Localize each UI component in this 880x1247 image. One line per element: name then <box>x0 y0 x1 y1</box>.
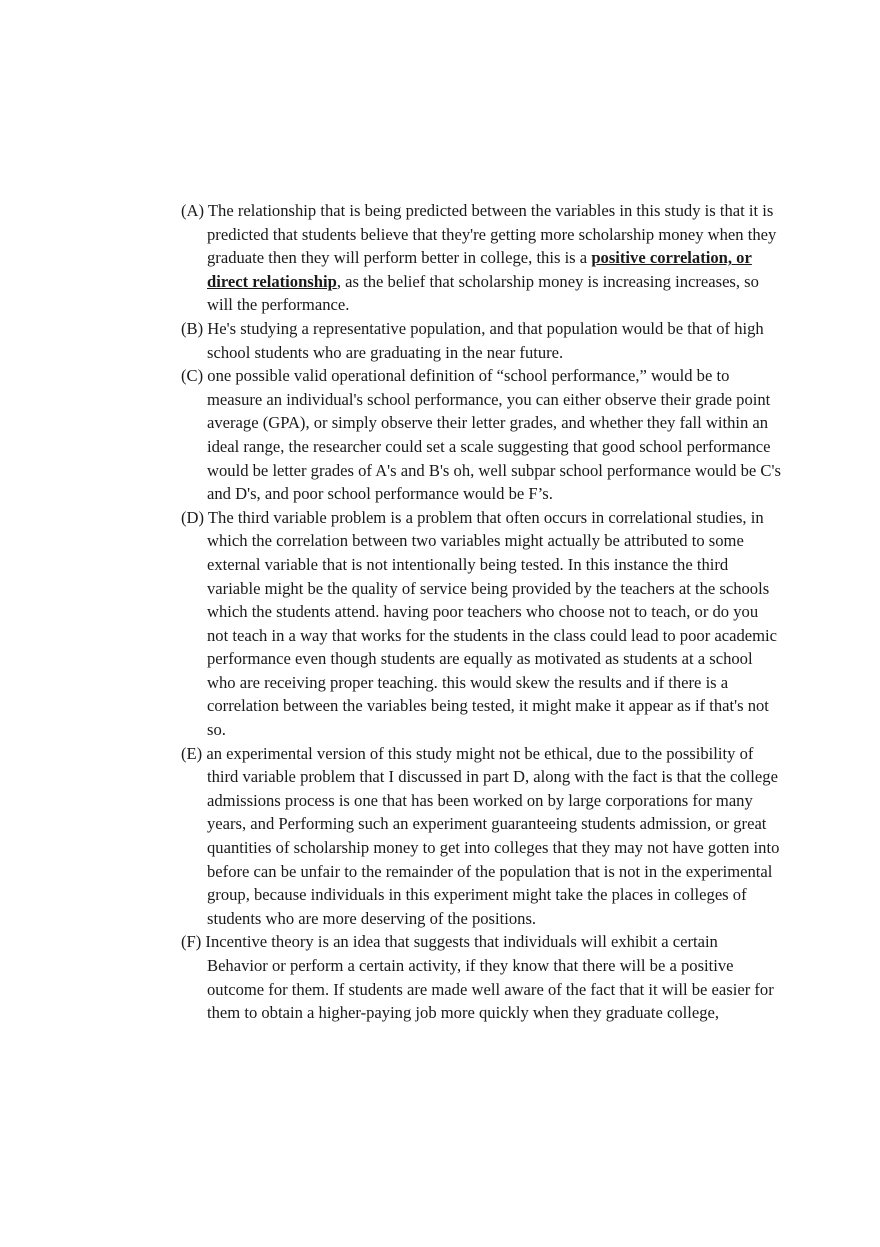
answer-text: The relationship that is being predicted between the variables in this study is that it is predicted that students believe that they're getting more scholarship money when they graduate then they will perform better in college, this is a <box>204 201 777 268</box>
answer-marker: (C) <box>181 366 204 386</box>
answer-marker: (E) <box>181 743 203 763</box>
answer-text: The third variable problem is a problem that often occurs in correlational studies, in which the correlation between two variables might actually be attributed to some external variable that is not intentionally being tested. In this instance the third variable might be the quality of service being provided by the teachers at the schools which the students attend. having poor teachers who choose not to teach, or do you not teach in a way that works for the students in the class could lead to poor academic performance even though students are equally as motivated as students at a school who are receiving proper teaching. this would skew the results and if there is a correlation between the variables being tested, it might make it appear as if that's not so. <box>204 507 778 740</box>
emphasized-term: positive correlation, or direct relationship <box>207 248 752 291</box>
answer-text: , as the belief that scholarship money is increasing increases, so will the performance. <box>207 271 759 315</box>
answer-marker: (F) <box>181 932 202 952</box>
answer-f <box>181 930 781 1024</box>
answer-a <box>181 199 781 317</box>
answer-e <box>181 742 781 931</box>
answer-marker: (B) <box>181 318 204 338</box>
answer-d <box>181 506 781 742</box>
answer-b <box>181 317 781 364</box>
answer-text: an experimental version of this study might not be ethical, due to the possibility of third variable problem that I discussed in part D, along with the fact is that the college admissions process is one that has been worked on by large corporations for many years, and Performing such an experiment guaranteeing students admission, or great quantities of scholarship money to get into colleges that they may not have gotten into before can be unfair to the remainder of the population that is not in the experimental group, because individuals in this experiment might take the places in colleges of students who are more deserving of the positions. <box>202 743 780 928</box>
answer-text: He's studying a representative population, and that population would be that of high school students who are graduating in the near future. <box>203 318 764 362</box>
answer-list <box>181 199 781 1025</box>
answer-text: Incentive theory is an idea that suggests that individuals will exhibit a certain Behavior or perform a certain activity, if they know that there will be a positive outcome for them. If students are made well aware of the fact that it will be easier for them to obtain a higher-paying job more quickly when they graduate college, <box>201 932 774 1023</box>
answer-marker: (D) <box>181 507 205 527</box>
answer-c <box>181 364 781 506</box>
answer-text: one possible valid operational definition of “school performance,” would be to measure an individual's school performance, you can either observe their grade point average (GPA), or simply observe their letter grades, and whether they fall within an ideal range, the researcher could set a scale suggesting that good school performance would be letter grades of A's and B's oh, well subpar school performance would be C's and D's, and poor school performance would be F’s. <box>203 366 781 504</box>
answer-marker: (A) <box>181 201 205 220</box>
